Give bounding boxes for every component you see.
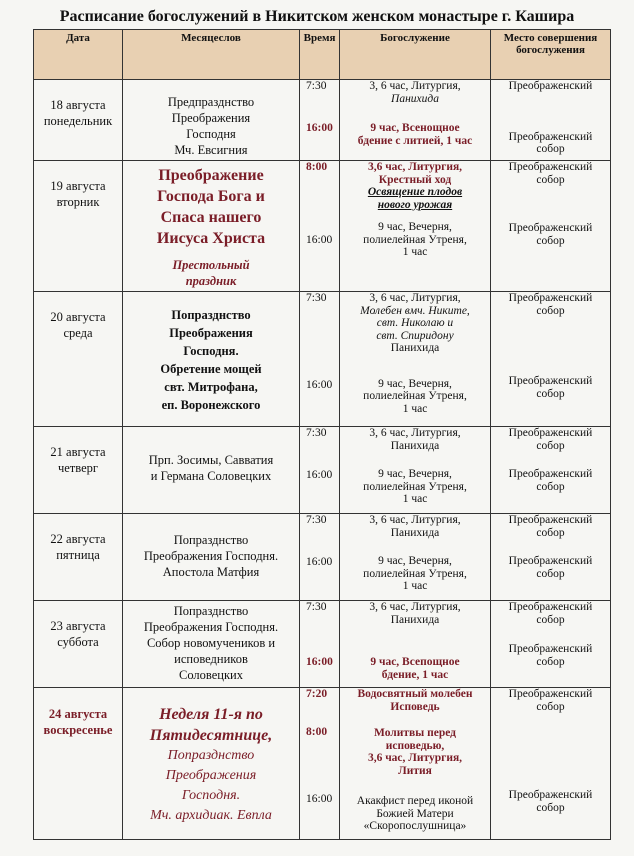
saint-line: Апостола Матфия bbox=[162, 565, 260, 579]
place-line: собор bbox=[536, 304, 565, 317]
service-note: свт. Спиридону bbox=[376, 329, 454, 342]
service-time: 7:30 bbox=[306, 427, 327, 439]
calendar-cell bbox=[123, 427, 300, 514]
place-cell bbox=[491, 514, 611, 601]
date-day: 23 августа bbox=[50, 619, 106, 633]
place-line: собор bbox=[536, 567, 565, 580]
time-cell bbox=[300, 292, 340, 427]
saint-line: Попразднство bbox=[173, 604, 249, 618]
place-line: собор bbox=[536, 613, 565, 626]
service-line: Крестный ход bbox=[378, 173, 452, 186]
date-day: 24 августа bbox=[48, 707, 108, 721]
date-weekday: пятница bbox=[56, 548, 100, 562]
service-time: 7:30 bbox=[306, 80, 327, 92]
service-time: 16:00 bbox=[306, 655, 333, 668]
place-cell bbox=[491, 427, 611, 514]
saint-line: Мч. Евсигния bbox=[174, 143, 248, 157]
place-line: собор bbox=[536, 234, 565, 247]
service-line: 3, 6 час, Литургия, bbox=[369, 601, 461, 613]
place-line: собор bbox=[536, 439, 565, 452]
time-cell bbox=[300, 514, 340, 601]
date-day: 22 августа bbox=[50, 532, 106, 546]
saint-note: Преображения bbox=[165, 768, 257, 783]
service-time: 16:00 bbox=[306, 793, 333, 805]
date-cell bbox=[34, 80, 123, 161]
place-cell bbox=[491, 161, 611, 292]
date-cell bbox=[34, 161, 123, 292]
calendar-cell bbox=[123, 292, 300, 427]
service-time: 7:20 bbox=[306, 688, 328, 700]
date-cell bbox=[34, 427, 123, 514]
saint-line: исповедников bbox=[174, 652, 248, 666]
service-line: Молитвы перед bbox=[374, 727, 456, 739]
calendar-cell bbox=[123, 601, 300, 688]
saint-line: Господня bbox=[186, 127, 236, 141]
place-line: собор bbox=[536, 387, 565, 400]
place-line: Преображенский bbox=[508, 292, 593, 304]
saint-line: Господа Бога и bbox=[157, 188, 265, 205]
date-cell bbox=[34, 292, 123, 427]
saint-line: Прп. Зосимы, Савватия bbox=[148, 453, 274, 467]
place-cell bbox=[491, 688, 611, 840]
service-line: бдение с литией, 1 час bbox=[357, 134, 473, 147]
service-line: Панихида bbox=[390, 439, 440, 452]
date-weekday: четверг bbox=[57, 461, 99, 475]
place-line: собор bbox=[536, 480, 565, 493]
service-line: 3,6 час, Литургия, bbox=[367, 752, 463, 764]
saint-line: Неделя 11-я по bbox=[159, 706, 263, 723]
service-time: 8:00 bbox=[306, 161, 328, 173]
place-line: Преображенский bbox=[508, 643, 593, 655]
time-cell bbox=[300, 427, 340, 514]
place-line: Преображенский bbox=[508, 161, 593, 173]
header-row bbox=[34, 30, 611, 80]
service-line: Панихида bbox=[390, 526, 440, 539]
place-line: Преображенский bbox=[508, 688, 593, 700]
time-cell bbox=[300, 601, 340, 688]
place-line: Преображенский bbox=[508, 427, 593, 439]
calendar-cell bbox=[123, 161, 300, 292]
saint-line: Преображения bbox=[169, 326, 253, 340]
table-row bbox=[34, 161, 611, 292]
place-line: Преображенский bbox=[508, 514, 593, 526]
service-cell bbox=[340, 601, 491, 688]
service-line: полиелейная Утреня, bbox=[363, 567, 467, 580]
service-line: Лития bbox=[398, 764, 432, 777]
calendar-cell bbox=[123, 80, 300, 161]
place-line: собор bbox=[536, 700, 565, 713]
service-line: 1 час bbox=[402, 580, 428, 592]
service-cell bbox=[340, 80, 491, 161]
feast-note: праздник bbox=[185, 274, 237, 288]
service-time: 16:00 bbox=[306, 555, 333, 568]
service-line: Панихида bbox=[390, 613, 440, 626]
header-date: Дата bbox=[34, 30, 123, 80]
place-line: собор bbox=[536, 526, 565, 539]
service-line: 3, 6 час, Литургия, bbox=[369, 292, 461, 304]
date-cell bbox=[34, 514, 123, 601]
service-note: Молебен вмч. Никите, bbox=[360, 304, 470, 317]
place-line: собор bbox=[536, 655, 565, 668]
date-weekday: суббота bbox=[57, 635, 99, 649]
service-line: 9 час, Всепощное bbox=[370, 656, 460, 668]
service-line: 1 час bbox=[402, 402, 428, 415]
saint-line: Преображения bbox=[171, 111, 251, 125]
place-line: Преображенский bbox=[508, 375, 593, 387]
feast-note: Престольный bbox=[172, 258, 250, 272]
saint-line: Преображение bbox=[158, 167, 264, 184]
saint-line: Собор новомучеников и bbox=[146, 636, 276, 650]
service-time: 16:00 bbox=[306, 378, 333, 391]
service-line: Акакфист перед иконой bbox=[356, 795, 474, 807]
service-line: 9 час, Всенощное bbox=[370, 122, 460, 134]
service-cell bbox=[340, 427, 491, 514]
place-line: Преображенский bbox=[508, 222, 593, 234]
place-line: собор bbox=[536, 173, 565, 186]
service-line: полиелейная Утреня, bbox=[363, 480, 467, 493]
service-line: Панихида bbox=[390, 342, 440, 354]
service-line: 3, 6 час, Литургия, bbox=[369, 427, 461, 439]
saint-line: свт. Митрофана, bbox=[164, 380, 258, 394]
saint-line: Господня. bbox=[183, 344, 239, 358]
saint-line: Преображения Господня. bbox=[143, 620, 279, 634]
place-line: Преображенский bbox=[508, 789, 593, 801]
service-note: свт. Николаю и bbox=[376, 317, 454, 329]
service-line: 1 час bbox=[402, 246, 428, 258]
saint-note: Мч. архидиак. Евпла bbox=[150, 808, 272, 823]
service-line: полиелейная Утреня, bbox=[363, 233, 467, 246]
table-row bbox=[34, 292, 611, 427]
table-row bbox=[34, 688, 611, 840]
table-row bbox=[34, 601, 611, 688]
place-cell bbox=[491, 292, 611, 427]
saint-line: Спаса нашего bbox=[160, 209, 262, 226]
date-day: 19 августа bbox=[50, 179, 106, 193]
service-line: Водосвятный молебен bbox=[357, 688, 473, 700]
header-time: Время bbox=[300, 30, 340, 80]
service-line: 1 час bbox=[402, 493, 428, 505]
place-cell bbox=[491, 80, 611, 161]
service-cell bbox=[340, 514, 491, 601]
place-line: собор bbox=[536, 801, 565, 814]
saint-line: Соловецких bbox=[179, 668, 243, 682]
schedule-table bbox=[33, 29, 611, 840]
service-line: 9 час, Вечерня, bbox=[378, 221, 452, 233]
service-time: 16:00 bbox=[306, 233, 333, 246]
table-row bbox=[34, 80, 611, 161]
header-service: Богослужение bbox=[340, 30, 491, 80]
service-line: Панихида bbox=[391, 92, 439, 105]
service-cell bbox=[340, 161, 491, 292]
service-time: 16:00 bbox=[306, 121, 333, 134]
table-row bbox=[34, 514, 611, 601]
service-line: бдение, 1 час bbox=[381, 668, 449, 681]
service-line: Исповедь bbox=[390, 700, 440, 713]
header-place: Место совершения богослужения bbox=[491, 30, 611, 80]
service-time: 7:30 bbox=[306, 514, 327, 526]
date-weekday: воскресенье bbox=[43, 723, 113, 737]
service-cell bbox=[340, 292, 491, 427]
service-time: 8:00 bbox=[306, 725, 328, 738]
calendar-cell bbox=[123, 688, 300, 840]
place-line: собор bbox=[536, 143, 565, 155]
service-line: 3, 6 час, Литургия, bbox=[369, 80, 461, 92]
service-time: 7:30 bbox=[306, 292, 327, 304]
service-line: 3, 6 час, Литургия, bbox=[369, 514, 461, 526]
header-calendar: Месяцеслов bbox=[123, 30, 300, 80]
service-cell bbox=[340, 688, 491, 840]
date-cell bbox=[34, 601, 123, 688]
saint-line: Иисуса Христа bbox=[156, 230, 266, 247]
service-note: Освящение плодов bbox=[367, 186, 463, 198]
saint-line: еп. Воронежского bbox=[161, 398, 261, 412]
saint-note: Господня. bbox=[181, 788, 241, 803]
date-day: 21 августа bbox=[50, 445, 106, 459]
saint-line: и Германа Соловецких bbox=[150, 469, 272, 483]
service-line: 9 час, Вечерня, bbox=[378, 555, 452, 567]
place-line: Преображенский bbox=[508, 130, 593, 143]
time-cell bbox=[300, 80, 340, 161]
page-title: Расписание богослужений в Никитском женском монастыре г. Кашира bbox=[59, 8, 575, 25]
service-time: 16:00 bbox=[306, 468, 333, 481]
saint-note: Попразднство bbox=[167, 748, 255, 763]
service-line: 9 час, Вечерня, bbox=[378, 377, 452, 390]
service-line: «Скоропослушница» bbox=[363, 820, 467, 832]
date-day: 18 августа bbox=[50, 98, 106, 112]
service-line: Божией Матери bbox=[376, 807, 454, 820]
date-weekday: вторник bbox=[56, 195, 100, 209]
saint-line: Обретение мощей bbox=[160, 362, 262, 376]
time-cell bbox=[300, 688, 340, 840]
time-cell bbox=[300, 161, 340, 292]
saint-line: Пятидесятнице, bbox=[149, 727, 273, 744]
place-line: Преображенский bbox=[508, 555, 593, 567]
place-line: Преображенский bbox=[508, 468, 593, 480]
service-time: 7:30 bbox=[306, 601, 327, 613]
service-line: 3,6 час, Литургия, bbox=[367, 161, 463, 173]
place-cell bbox=[491, 601, 611, 688]
service-line: 9 час, Вечерня, bbox=[378, 468, 452, 480]
date-weekday: понедельник bbox=[43, 114, 113, 128]
place-line: Преображенский bbox=[508, 80, 593, 92]
service-line: полиелейная Утреня, bbox=[363, 390, 467, 402]
saint-line: Попразднство bbox=[173, 533, 249, 547]
service-line: исповедью, bbox=[385, 739, 445, 752]
saint-line: Преображения Господня. bbox=[143, 549, 279, 563]
saint-line: Предпразднство bbox=[167, 95, 255, 109]
place-line: Преображенский bbox=[508, 601, 593, 613]
table-row bbox=[34, 427, 611, 514]
calendar-cell bbox=[123, 514, 300, 601]
date-weekday: среда bbox=[63, 326, 93, 340]
date-cell bbox=[34, 688, 123, 840]
service-note: нового урожая bbox=[377, 198, 453, 211]
saint-line: Попразднство bbox=[171, 308, 251, 322]
date-day: 20 августа bbox=[50, 310, 106, 324]
